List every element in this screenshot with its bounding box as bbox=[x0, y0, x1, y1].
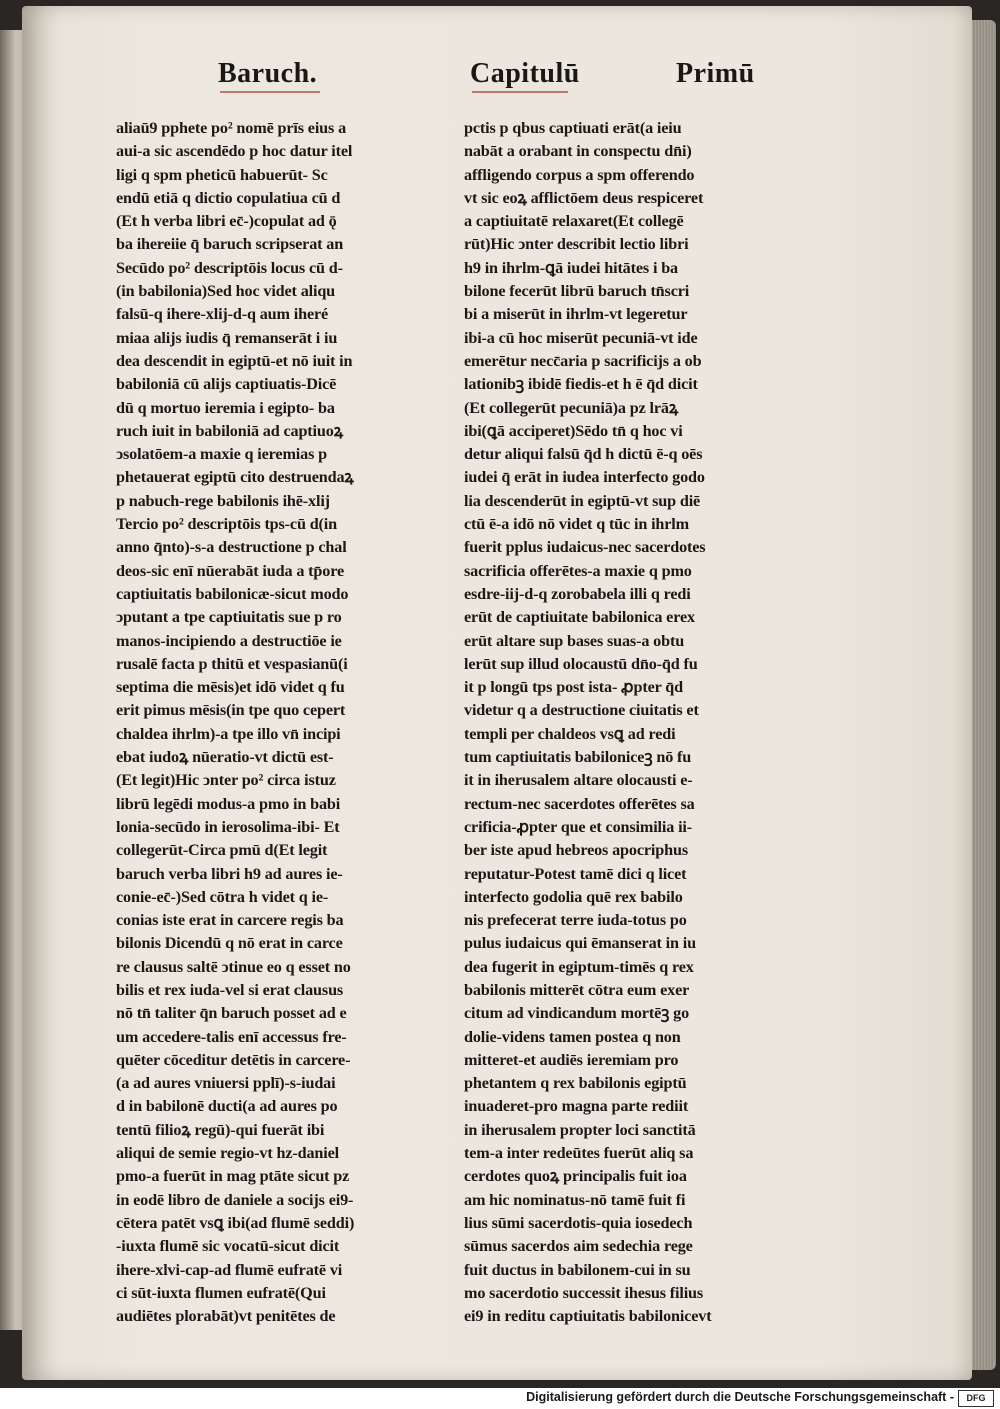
text-line: vt sic eoꝝ afflictōem deus respiceret bbox=[464, 188, 704, 207]
text-line: endū etiā q dictio copulatiua cū d bbox=[116, 188, 341, 207]
text-line: audiētes plorabāt)vt penitētes de bbox=[116, 1307, 336, 1326]
text-line: lius sūmi sacerdotis-quia iosedech bbox=[464, 1213, 693, 1232]
text-line: -iuxta flumē sic vocatū-sicut dicit bbox=[116, 1237, 340, 1256]
text-line: mitteret-et audiēs ieremiam pro bbox=[464, 1050, 679, 1069]
text-line: ↄputant a tpe captiuitatis sue p ro bbox=[116, 608, 342, 627]
text-line: pulus iudaicus qui ēmanserat in iu bbox=[464, 934, 696, 953]
text-line: conias iste erat in carcere regis ba bbox=[116, 911, 344, 930]
text-line: librū legēdi modus-a pmo in babi bbox=[116, 794, 341, 813]
text-line: p nabuch-rege babilonis ihē-xlij bbox=[116, 491, 330, 510]
text-line: dolie-videns tamen postea q non bbox=[464, 1027, 681, 1046]
text-line: re clausus saltē ↄtinue eo q esset no bbox=[116, 957, 351, 976]
text-line: h9 in ihrlm-ꝗā iudei hitātes i ba bbox=[464, 258, 678, 277]
text-line: d in babilonē ducti(a ad aures po bbox=[116, 1097, 338, 1116]
text-line: erūt de captiuitate babilonica erex bbox=[464, 608, 695, 627]
rubric-rule-left bbox=[220, 91, 320, 93]
text-line: collegerūt-Circa pmū d(Et legit bbox=[116, 841, 328, 860]
text-line: bilonis Dicendū q nō erat in carce bbox=[116, 934, 343, 953]
text-line: deos-sic enī nūerabāt iuda a tp̄ore bbox=[116, 561, 344, 580]
text-line: Secūdo po² descriptōis locus cū d- bbox=[116, 258, 343, 277]
text-line: phetauerat egiptū cito destruendaꝝ bbox=[116, 468, 354, 487]
text-line: ebat iudoꝝ nūeratio-vt dictū est- bbox=[116, 748, 334, 767]
text-line: sūmus sacerdos aim sedechia rege bbox=[464, 1237, 693, 1256]
text-line: bilone fecerūt librū baruch tn̄scri bbox=[464, 282, 690, 301]
text-line: phetantem q rex babilonis egiptū bbox=[464, 1074, 687, 1093]
text-line: um accedere-talis enī accessus fre- bbox=[116, 1027, 347, 1046]
running-head-left-text: Baruch. bbox=[218, 58, 318, 89]
text-line: ba ihereiie q̄ baruch scripserat an bbox=[116, 235, 344, 254]
text-line: cētera patēt vsꝗ ibi(ad flumē seddi) bbox=[116, 1213, 355, 1232]
text-line: inuaderet-pro magna parte rediit bbox=[464, 1097, 689, 1116]
text-line: ci sūt-iuxta flumen eufratē(Qui bbox=[116, 1283, 326, 1302]
text-line: lationibꝫ ibidē fiedis-et h ē q̄d dicit bbox=[464, 375, 698, 394]
text-line: (Et legit)Hic ↄnter po² circa istuz bbox=[116, 771, 336, 790]
text-line: (a ad aures vniuersi pplī)-s-iudai bbox=[116, 1074, 336, 1093]
text-line: a captiuitatē relaxaret(Et collegē bbox=[464, 212, 684, 231]
text-line: babilonis mitterēt cōtra eum exer bbox=[464, 980, 690, 999]
text-line: Tercio po² descriptōis tps-cū d(in bbox=[116, 515, 338, 534]
digitization-footer bbox=[0, 1388, 1000, 1409]
text-line: erit pimus mēsis(in tpe quo cepert bbox=[116, 701, 346, 720]
text-line: rūt)Hic ↄnter describit lectio libri bbox=[464, 235, 689, 254]
text-line: (in babilonia)Sed hoc videt aliqu bbox=[116, 282, 336, 301]
text-line: in eodē libro de daniele a socijs ei9- bbox=[116, 1190, 354, 1209]
text-line: ei9 in reditu captiuitatis babilonicevt bbox=[464, 1307, 712, 1326]
text-line: manos-incipiendo a destructiōe ie bbox=[116, 631, 342, 650]
text-line: lonia-secūdo in ierosolima-ibi- Et bbox=[116, 817, 340, 836]
text-line: aliaū9 pphete po² nomē prīs eius a bbox=[116, 119, 347, 137]
text-line: chaldea ihrlm)-a tpe illo vn̄ incipi bbox=[116, 724, 341, 743]
text-line: anno q̄nto)-s-a destructione p chal bbox=[116, 538, 347, 557]
text-line: (Et h verba libri ec̄-)copulat ad ǭ bbox=[116, 212, 337, 231]
text-line: nabāt a orabant in conspectu dn̄i) bbox=[464, 142, 692, 161]
right-text-column bbox=[464, 117, 740, 1328]
text-line: bi a miserūt in ihrlm-vt legeretur bbox=[464, 305, 688, 324]
text-line: captiuitatis babilonicæ-sicut modo bbox=[116, 584, 349, 603]
text-line: iudei q̄ erāt in iudea interfecto godo bbox=[464, 468, 705, 487]
text-line: it p longū tps post ista- ꝓpter q̄d bbox=[464, 678, 683, 697]
text-line: crificia-ꝓpter que et consimilia ii- bbox=[464, 817, 693, 836]
running-head-center-text: Capitulū bbox=[470, 58, 580, 89]
text-line: ber iste apud hebreos apocriphus bbox=[464, 841, 688, 860]
running-head-left bbox=[218, 58, 317, 90]
text-line: erūt altare sup bases suas-a obtu bbox=[464, 631, 685, 650]
text-line: aliqui de semie regio-vt hz-daniel bbox=[116, 1144, 340, 1163]
text-line: lia descenderūt in egiptū-vt sup diē bbox=[464, 491, 701, 510]
text-line: ligi q spm pheticū habuerūt- Sc bbox=[116, 165, 328, 184]
text-line: tum captiuitatis babiloniceꝫ nō fu bbox=[464, 748, 692, 767]
text-line: dū q mortuo ieremia i egipto- ba bbox=[116, 398, 335, 417]
text-line: citum ad vindicandum mortēꝫ go bbox=[464, 1004, 690, 1023]
text-line: bilis et rex iuda-vel si erat clausus bbox=[116, 980, 344, 999]
text-line: ↄsolatōem-a maxie q ieremias p bbox=[116, 445, 327, 464]
text-line: ihere-xlvi-cap-ad flumē eufratē vi bbox=[116, 1260, 343, 1279]
text-line: quēter cōceditur detētis in carcere- bbox=[116, 1050, 351, 1069]
text-line: fuit ductus in babilonem-cui in su bbox=[464, 1260, 691, 1279]
text-line: rusalē facta p thitū et vespasianū(i bbox=[116, 654, 348, 673]
text-line: templi per chaldeos vsꝗ ad redi bbox=[464, 724, 676, 743]
running-head-right bbox=[676, 58, 755, 90]
text-line: dea descendit in egiptū-et nō iuit in bbox=[116, 351, 353, 370]
running-head-center bbox=[470, 58, 580, 90]
funding-notice: Digitalisierung gefördert durch die Deutsche Forschungsgemeinschaft - bbox=[526, 1390, 954, 1404]
text-line: (Et collegerūt pecuniā)a pz lrāꝝ bbox=[464, 398, 679, 417]
text-line: tem-a inter redeūtes fuerūt aliq sa bbox=[464, 1144, 694, 1163]
text-line: lerūt sup illud olocaustū dn̄o-q̄d fu bbox=[464, 654, 698, 673]
text-line: dea fugerit in egiptum-timēs q rex bbox=[464, 957, 694, 976]
text-line: tentū filioꝝ regū)-qui fuerāt ibi bbox=[116, 1120, 325, 1139]
text-line: ruch iuit in babiloniā ad captiuoꝝ bbox=[116, 421, 343, 440]
text-line: detur aliqui falsū q̄d h dictū ē-q oēs bbox=[464, 445, 703, 464]
running-head-right-text: Primū bbox=[676, 58, 755, 89]
text-line: esdre-iij-d-q zorobabela illi q redi bbox=[464, 584, 691, 603]
text-line: ibi(ꝗā acciperet)Sēdo tn̄ q hoc vi bbox=[464, 421, 683, 440]
text-line: falsū-q ihere-xlij-d-q aum iheré bbox=[116, 305, 329, 324]
text-line: nō tn̄ taliter q̄n baruch posset ad e bbox=[116, 1004, 347, 1023]
text-line: pmo-a fuerūt in mag ptāte sicut pz bbox=[116, 1167, 350, 1186]
text-line: pctis p qbus captiuati erāt(a ieiu bbox=[464, 119, 682, 137]
text-line: ctū ē-a idō nō videt q tūc in ihrlm bbox=[464, 515, 689, 534]
text-line: miaa alijs iudis q̄ remanserāt i iu bbox=[116, 328, 338, 347]
text-line: in iherusalem propter loci sanctitā bbox=[464, 1120, 696, 1139]
left-text-column bbox=[116, 117, 392, 1328]
text-line: baruch verba libri h9 ad aures ie- bbox=[116, 864, 343, 883]
text-line: nis prefecerat terre iuda-totus po bbox=[464, 911, 687, 930]
text-line: am hic nominatus-nō tamē fuit fi bbox=[464, 1190, 686, 1209]
text-line: it in iherusalem altare olocausti e- bbox=[464, 771, 693, 790]
text-line: fuerit pplus iudaicus-nec sacerdotes bbox=[464, 538, 706, 557]
text-line: cerdotes quoꝝ principalis fuit ioa bbox=[464, 1167, 687, 1186]
text-line: videtur q a destructione ciuitatis et bbox=[464, 701, 699, 720]
text-line: emerētur necc̄aria p sacrificijs a ob bbox=[464, 351, 702, 370]
text-line: aui-a sic ascendēdo p hoc datur itel bbox=[116, 142, 353, 161]
text-line: interfecto godolia quē rex babilo bbox=[464, 887, 683, 906]
text-line: ibi-a cū hoc miserūt pecuniā-vt ide bbox=[464, 328, 698, 347]
text-line: mo sacerdotio successit ihesus filius bbox=[464, 1283, 704, 1302]
text-line: babiloniā cū alijs captiuatis-Dicē bbox=[116, 375, 337, 394]
text-line: septima die mēsis)et idō videt q fu bbox=[116, 678, 345, 697]
rubric-rule-center bbox=[472, 91, 568, 93]
text-line: conie-ec̄-)Sed cōtra h videt q ie- bbox=[116, 887, 329, 906]
text-line: reputatur-Potest tamē dici q licet bbox=[464, 864, 687, 883]
text-line: affligendo corpus a spm offerendo bbox=[464, 165, 695, 184]
text-line: sacrificia offerētes-a maxie q pmo bbox=[464, 561, 692, 580]
dfg-logo: DFG bbox=[958, 1390, 994, 1407]
text-line: rectum-nec sacerdotes offerētes sa bbox=[464, 794, 695, 813]
